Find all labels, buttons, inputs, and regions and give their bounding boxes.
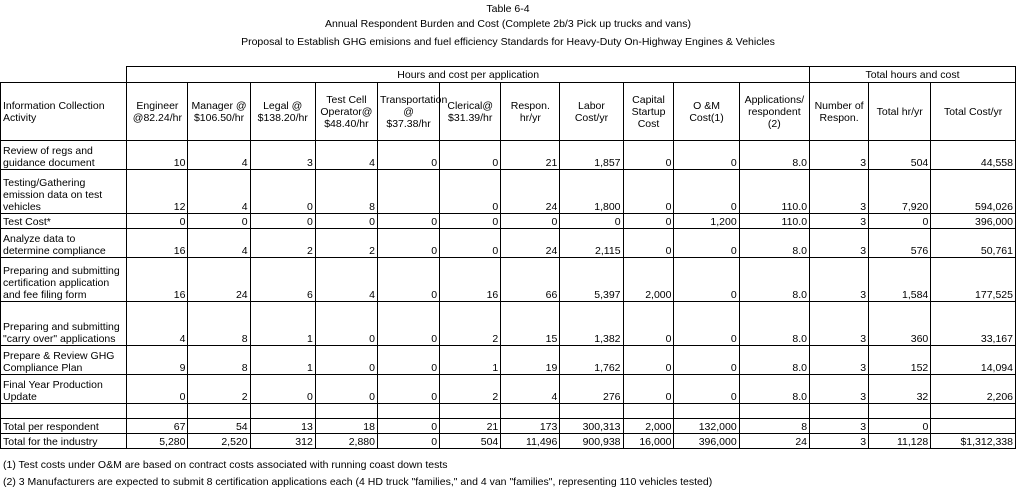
value-cell: 1	[250, 302, 315, 346]
value-cell: 1,762	[560, 346, 623, 375]
footnote-2: (2) 3 Manufacturers are expected to submit 8 certification applications each (4 HD truck "families," and 4 van "families", representing 110 vehicles tested)	[3, 476, 713, 488]
value-cell: 11,496	[501, 434, 560, 449]
value-cell: 4	[127, 302, 188, 346]
value-cell: 0	[377, 346, 439, 375]
value-cell: 4	[188, 229, 250, 258]
value-cell: 0	[440, 170, 501, 214]
empty-cell	[560, 404, 623, 419]
value-cell: 0	[127, 214, 188, 229]
value-cell: 396,000	[674, 434, 739, 449]
column-header: Number of Respon.	[810, 83, 869, 141]
column-header: Engineer @82.24/hr	[127, 83, 188, 141]
total-row	[1, 419, 1016, 434]
activity-cell: Total for the industry	[1, 434, 127, 449]
empty-cell	[739, 404, 809, 419]
value-cell: 2,880	[315, 434, 377, 449]
empty-cell	[501, 404, 560, 419]
spacer-row	[1, 404, 1016, 419]
column-header: Transportation @ $37.38/hr	[377, 83, 439, 141]
column-header: Test Cell Operator@ $48.40/hr	[315, 83, 377, 141]
value-cell: 0	[315, 346, 377, 375]
value-cell: 1,382	[560, 302, 623, 346]
value-cell: 504	[440, 434, 501, 449]
table-row	[1, 375, 1016, 404]
value-cell: 0	[250, 214, 315, 229]
footnote-1: (1) Test costs under O&M are based on contract costs associated with running coast down tests	[3, 459, 448, 471]
value-cell: 0	[869, 214, 931, 229]
value-cell: 0	[674, 375, 739, 404]
value-cell: 4	[315, 258, 377, 302]
value-cell: 132,000	[674, 419, 739, 434]
column-header: Information Collection Activity	[1, 83, 127, 141]
value-cell: 8.0	[739, 375, 809, 404]
empty-cell	[250, 404, 315, 419]
value-cell: 8.0	[739, 141, 809, 170]
value-cell: 2,000	[623, 258, 674, 302]
value-cell: 5,280	[127, 434, 188, 449]
value-cell: 3	[810, 434, 869, 449]
value-cell: 0	[315, 375, 377, 404]
value-cell: 16,000	[623, 434, 674, 449]
value-cell: 66	[501, 258, 560, 302]
value-cell: 0	[440, 229, 501, 258]
value-cell: 300,313	[560, 419, 623, 434]
value-cell: 3	[810, 214, 869, 229]
value-cell: 2	[250, 229, 315, 258]
table-number: Table 6-4	[486, 3, 530, 15]
value-cell: 152	[869, 346, 931, 375]
value-cell: 0	[560, 214, 623, 229]
value-cell: 44,558	[931, 141, 1016, 170]
empty-cell	[188, 404, 250, 419]
value-cell: 8.0	[739, 302, 809, 346]
value-cell: 1,857	[560, 141, 623, 170]
value-cell: 5,397	[560, 258, 623, 302]
value-cell: 3	[810, 375, 869, 404]
value-cell: 0	[674, 258, 739, 302]
value-cell: 173	[501, 419, 560, 434]
value-cell: 2	[315, 229, 377, 258]
value-cell: 24	[501, 170, 560, 214]
value-cell: 0	[315, 302, 377, 346]
value-cell: 0	[623, 170, 674, 214]
value-cell: 67	[127, 419, 188, 434]
activity-cell: Preparing and submitting "carry over" applications	[1, 302, 127, 346]
column-header: Total hr/yr	[869, 83, 931, 141]
empty-cell	[674, 404, 739, 419]
value-cell: 4	[188, 141, 250, 170]
empty-cell	[377, 404, 439, 419]
value-cell: 177,525	[931, 258, 1016, 302]
value-cell: 8.0	[739, 258, 809, 302]
value-cell: 24	[188, 258, 250, 302]
column-header: Clerical@ $31.39/hr	[440, 83, 501, 141]
value-cell: 0	[250, 375, 315, 404]
value-cell: 0	[188, 214, 250, 229]
value-cell: 1	[250, 346, 315, 375]
table-row	[1, 170, 1016, 214]
group-header-hours-cost: Hours and cost per application	[127, 67, 810, 83]
value-cell: 50,761	[931, 229, 1016, 258]
value-cell: 4	[188, 170, 250, 214]
empty-cell	[1, 404, 127, 419]
value-cell: 0	[127, 375, 188, 404]
activity-cell: Prepare & Review GHG Compliance Plan	[1, 346, 127, 375]
value-cell: 110.0	[739, 170, 809, 214]
value-cell: 8.0	[739, 229, 809, 258]
value-cell: 0	[377, 302, 439, 346]
value-cell: 3	[810, 346, 869, 375]
value-cell: 0	[623, 302, 674, 346]
burden-table	[0, 66, 1016, 449]
column-header: Applications/ respondent (2)	[739, 83, 809, 141]
value-cell: 16	[127, 258, 188, 302]
value-cell: 3	[810, 302, 869, 346]
value-cell: 4	[315, 141, 377, 170]
value-cell: 14,094	[931, 346, 1016, 375]
value-cell: 33,167	[931, 302, 1016, 346]
value-cell: 1,800	[560, 170, 623, 214]
value-cell: 2	[440, 302, 501, 346]
value-cell: 0	[623, 214, 674, 229]
value-cell: 0	[501, 214, 560, 229]
value-cell: 0	[674, 141, 739, 170]
value-cell: 360	[869, 302, 931, 346]
value-cell: 10	[127, 141, 188, 170]
value-cell: 576	[869, 229, 931, 258]
value-cell: 0	[674, 302, 739, 346]
value-cell: 8	[315, 170, 377, 214]
blank-header-cell	[1, 67, 127, 83]
activity-cell: Preparing and submitting certification application and fee filing form	[1, 258, 127, 302]
value-cell: 2,000	[623, 419, 674, 434]
activity-cell: Test Cost*	[1, 214, 127, 229]
value-cell: 276	[560, 375, 623, 404]
value-cell: 3	[810, 258, 869, 302]
value-cell: 16	[127, 229, 188, 258]
value-cell: 13	[250, 419, 315, 434]
column-header: Total Cost/yr	[931, 83, 1016, 141]
column-header: Legal @ $138.20/hr	[250, 83, 315, 141]
value-cell: 12	[127, 170, 188, 214]
value-cell: 0	[674, 346, 739, 375]
value-cell: 0	[440, 214, 501, 229]
total-row	[1, 434, 1016, 449]
group-header-totals: Total hours and cost	[810, 67, 1016, 83]
value-cell: 0	[377, 229, 439, 258]
empty-cell	[623, 404, 674, 419]
value-cell: 3	[810, 141, 869, 170]
value-cell: 9	[127, 346, 188, 375]
value-cell: 3	[810, 419, 869, 434]
empty-cell	[127, 404, 188, 419]
value-cell: 0	[674, 170, 739, 214]
empty-cell	[810, 404, 869, 419]
value-cell: 0	[623, 229, 674, 258]
activity-cell: Total per respondent	[1, 419, 127, 434]
value-cell: 0	[377, 214, 439, 229]
activity-cell: Testing/Gathering emission data on test vehicles	[1, 170, 127, 214]
value-cell: 0	[623, 141, 674, 170]
value-cell: 24	[501, 229, 560, 258]
value-cell	[377, 170, 439, 214]
table-row	[1, 229, 1016, 258]
empty-cell	[315, 404, 377, 419]
column-header: Respon. hr/yr	[501, 83, 560, 141]
table-row	[1, 258, 1016, 302]
value-cell: 1	[440, 346, 501, 375]
value-cell: 0	[250, 170, 315, 214]
table-row	[1, 302, 1016, 346]
value-cell: 2,206	[931, 375, 1016, 404]
empty-cell	[869, 404, 931, 419]
value-cell: 2,115	[560, 229, 623, 258]
value-cell: 0	[377, 141, 439, 170]
value-cell: 1,200	[674, 214, 739, 229]
value-cell: 0	[377, 375, 439, 404]
value-cell: 0	[377, 434, 439, 449]
value-cell: 6	[250, 258, 315, 302]
value-cell: 2	[188, 375, 250, 404]
value-cell: 0	[315, 214, 377, 229]
empty-cell	[931, 404, 1016, 419]
column-header: O &M Cost(1)	[674, 83, 739, 141]
value-cell: 3	[250, 141, 315, 170]
value-cell: 3	[810, 229, 869, 258]
value-cell: 0	[377, 419, 439, 434]
value-cell: 21	[501, 141, 560, 170]
table-row	[1, 141, 1016, 170]
value-cell: 3	[810, 170, 869, 214]
value-cell: 0	[440, 141, 501, 170]
value-cell: 0	[674, 229, 739, 258]
value-cell	[931, 419, 1016, 434]
table-subtitle: Proposal to Establish GHG emisions and fuel efficiency Standards for Heavy-Duty On-Highway Engines & Vehicles	[241, 36, 775, 48]
value-cell: 54	[188, 419, 250, 434]
table-title: Annual Respondent Burden and Cost (Complete 2b/3 Pick up trucks and vans)	[325, 18, 691, 30]
value-cell: 4	[501, 375, 560, 404]
value-cell: 8	[188, 346, 250, 375]
value-cell: 312	[250, 434, 315, 449]
column-header: Labor Cost/yr	[560, 83, 623, 141]
value-cell: 2	[440, 375, 501, 404]
empty-cell	[440, 404, 501, 419]
value-cell: $1,312,338	[931, 434, 1016, 449]
value-cell: 8.0	[739, 346, 809, 375]
value-cell: 0	[623, 375, 674, 404]
value-cell: 504	[869, 141, 931, 170]
value-cell: 2,520	[188, 434, 250, 449]
value-cell: 7,920	[869, 170, 931, 214]
value-cell: 0	[869, 419, 931, 434]
value-cell: 594,026	[931, 170, 1016, 214]
value-cell: 0	[377, 258, 439, 302]
activity-cell: Final Year Production Update	[1, 375, 127, 404]
value-cell: 16	[440, 258, 501, 302]
table-row	[1, 214, 1016, 229]
value-cell: 8	[188, 302, 250, 346]
activity-cell: Review of regs and guidance document	[1, 141, 127, 170]
value-cell: 21	[440, 419, 501, 434]
column-header: Capital Startup Cost	[623, 83, 674, 141]
value-cell: 396,000	[931, 214, 1016, 229]
value-cell: 19	[501, 346, 560, 375]
value-cell: 0	[623, 346, 674, 375]
value-cell: 900,938	[560, 434, 623, 449]
value-cell: 110.0	[739, 214, 809, 229]
table-row	[1, 346, 1016, 375]
value-cell: 32	[869, 375, 931, 404]
value-cell: 24	[739, 434, 809, 449]
activity-cell: Analyze data to determine compliance	[1, 229, 127, 258]
value-cell: 15	[501, 302, 560, 346]
value-cell: 18	[315, 419, 377, 434]
value-cell: 8	[739, 419, 809, 434]
column-header: Manager @ $106.50/hr	[188, 83, 250, 141]
value-cell: 1,584	[869, 258, 931, 302]
value-cell: 11,128	[869, 434, 931, 449]
